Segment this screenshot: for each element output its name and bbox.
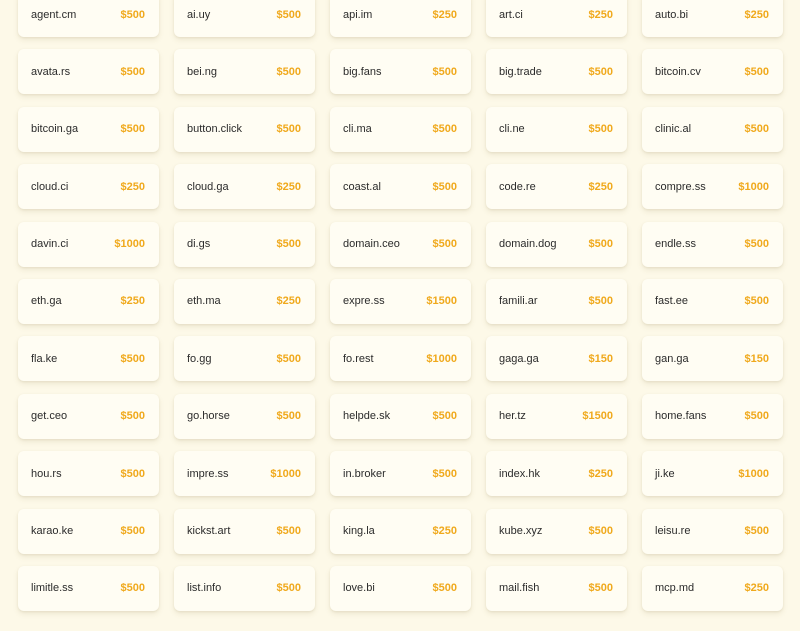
domain-price: $500: [276, 352, 301, 365]
domain-price: $250: [432, 8, 457, 21]
domain-price: $1000: [270, 467, 301, 480]
domain-card[interactable]: [330, 0, 471, 37]
domain-card[interactable]: [18, 0, 159, 37]
domain-card[interactable]: [642, 49, 783, 94]
domain-price: $500: [744, 410, 769, 423]
domain-card[interactable]: [174, 509, 315, 554]
domain-price: $500: [276, 123, 301, 136]
domain-card[interactable]: [174, 566, 315, 611]
domain-card[interactable]: [642, 451, 783, 496]
domain-name: cli.ma: [343, 123, 372, 136]
domain-name: ji.ke: [655, 467, 675, 480]
domain-name: ai.uy: [187, 8, 211, 21]
domain-card[interactable]: [642, 164, 783, 209]
domain-name: gaga.ga: [499, 352, 539, 365]
domain-card[interactable]: [486, 336, 627, 381]
domain-card[interactable]: [18, 107, 159, 152]
domain-name: limitle.ss: [31, 582, 74, 595]
domain-price: $500: [120, 582, 145, 595]
domain-name: davin.ci: [31, 238, 69, 251]
domain-price: $500: [744, 295, 769, 308]
domain-name: fast.ee: [655, 295, 689, 308]
domain-name: go.horse: [187, 410, 230, 423]
domain-name: helpde.sk: [343, 410, 391, 423]
domain-name: hou.rs: [31, 467, 62, 480]
domain-price: $500: [744, 65, 769, 78]
domain-name: eth.ga: [31, 295, 62, 308]
domain-price: $500: [744, 525, 769, 538]
domain-card[interactable]: [18, 164, 159, 209]
domain-name: button.click: [187, 123, 243, 136]
domain-price: $500: [588, 295, 613, 308]
domain-name: big.fans: [343, 65, 382, 78]
domain-card[interactable]: [174, 222, 315, 267]
domain-card[interactable]: [642, 0, 783, 37]
domain-name: cloud.ga: [187, 180, 229, 193]
domain-price: $500: [432, 180, 457, 193]
domain-name: kickst.art: [187, 525, 231, 538]
domain-price: $1000: [738, 180, 769, 193]
domain-card[interactable]: [174, 336, 315, 381]
domain-price: $500: [432, 123, 457, 136]
domain-name: love.bi: [343, 582, 375, 595]
domain-card[interactable]: [18, 509, 159, 554]
domain-price: $250: [432, 525, 457, 538]
domain-name: list.info: [187, 582, 222, 595]
domain-name: api.im: [343, 8, 373, 21]
domain-name: bitcoin.ga: [31, 123, 79, 136]
domain-price: $250: [588, 180, 613, 193]
domain-card[interactable]: [330, 509, 471, 554]
domain-price: $250: [588, 8, 613, 21]
domain-card[interactable]: [486, 566, 627, 611]
domain-name: king.la: [343, 525, 375, 538]
domain-name: art.ci: [499, 8, 523, 21]
domain-name: mcp.md: [655, 582, 695, 595]
domain-price: $250: [744, 582, 769, 595]
domain-name: cli.ne: [499, 123, 525, 136]
domain-price: $150: [744, 352, 769, 365]
domain-price: $1000: [426, 352, 457, 365]
domain-name: code.re: [499, 180, 536, 193]
domain-name: expre.ss: [343, 295, 385, 308]
domain-card[interactable]: [330, 222, 471, 267]
domain-name: agent.cm: [31, 8, 77, 21]
domain-name: domain.ceo: [343, 238, 400, 251]
domain-price: $500: [432, 582, 457, 595]
domain-card[interactable]: [330, 49, 471, 94]
domain-name: compre.ss: [655, 180, 706, 193]
domain-card[interactable]: [642, 107, 783, 152]
domain-price: $500: [120, 410, 145, 423]
domain-name: coast.al: [343, 180, 381, 193]
domain-card[interactable]: [330, 164, 471, 209]
domain-card[interactable]: [330, 336, 471, 381]
domain-card[interactable]: [330, 566, 471, 611]
domain-name: home.fans: [655, 410, 707, 423]
domain-card[interactable]: [18, 279, 159, 324]
domain-card[interactable]: [486, 164, 627, 209]
domain-name: fo.rest: [343, 352, 374, 365]
domain-card[interactable]: [330, 107, 471, 152]
domain-card[interactable]: [18, 222, 159, 267]
domain-price: $500: [588, 582, 613, 595]
domain-card[interactable]: [174, 0, 315, 37]
domain-name: auto.bi: [655, 8, 689, 21]
domain-card[interactable]: [174, 164, 315, 209]
domain-price: $500: [120, 352, 145, 365]
domain-name: gan.ga: [655, 352, 689, 365]
domain-name: domain.dog: [499, 238, 557, 251]
domain-card[interactable]: [174, 107, 315, 152]
domain-card[interactable]: [642, 394, 783, 439]
domain-price: $500: [588, 65, 613, 78]
domain-name: cloud.ci: [31, 180, 69, 193]
domain-card[interactable]: [18, 49, 159, 94]
domain-name: mail.fish: [499, 582, 540, 595]
domain-card[interactable]: [486, 49, 627, 94]
domain-card[interactable]: [486, 394, 627, 439]
domain-card[interactable]: [330, 451, 471, 496]
domain-name: in.broker: [343, 467, 386, 480]
domain-card[interactable]: [486, 107, 627, 152]
domain-name: her.tz: [499, 410, 526, 423]
domain-price: $500: [588, 525, 613, 538]
domain-name: big.trade: [499, 65, 542, 78]
domain-card[interactable]: [486, 222, 627, 267]
domain-name: impre.ss: [187, 467, 229, 480]
domain-name: bei.ng: [187, 65, 217, 78]
domain-name: avata.rs: [31, 65, 71, 78]
domain-price: $500: [120, 65, 145, 78]
domain-card[interactable]: [642, 222, 783, 267]
domain-price: $500: [276, 65, 301, 78]
domain-name: clinic.al: [655, 123, 692, 136]
domain-card[interactable]: [642, 509, 783, 554]
domain-price: $500: [432, 410, 457, 423]
domain-card[interactable]: [174, 49, 315, 94]
domain-name: famili.ar: [499, 295, 538, 308]
domain-name: bitcoin.cv: [655, 65, 701, 78]
domain-card[interactable]: [486, 451, 627, 496]
domain-card[interactable]: [18, 566, 159, 611]
domain-price: $500: [120, 8, 145, 21]
domain-card[interactable]: [642, 279, 783, 324]
domain-price: $500: [588, 123, 613, 136]
domain-name: di.gs: [187, 238, 211, 251]
domain-price: $500: [432, 65, 457, 78]
domain-name: fo.gg: [187, 352, 212, 365]
domain-price: $1000: [738, 467, 769, 480]
domain-card[interactable]: [486, 279, 627, 324]
domain-price: $500: [276, 410, 301, 423]
domain-name: kube.xyz: [499, 525, 543, 538]
domain-price: $500: [120, 467, 145, 480]
domain-card[interactable]: [174, 451, 315, 496]
domain-grid: [18, 0, 783, 611]
domain-price: $1000: [114, 238, 145, 251]
domain-price: $250: [120, 295, 145, 308]
domain-price: $500: [432, 238, 457, 251]
domain-price: $500: [744, 123, 769, 136]
domain-price: $500: [120, 123, 145, 136]
domain-card[interactable]: [642, 336, 783, 381]
domain-card[interactable]: [18, 451, 159, 496]
domain-price: $250: [744, 8, 769, 21]
domain-card[interactable]: [486, 509, 627, 554]
domain-price: $500: [276, 8, 301, 21]
domain-card[interactable]: [642, 566, 783, 611]
domain-name: eth.ma: [187, 295, 221, 308]
domain-price: $1500: [582, 410, 613, 423]
domain-price: $150: [588, 352, 613, 365]
domain-card[interactable]: [174, 394, 315, 439]
domain-price: $500: [276, 525, 301, 538]
domain-price: $250: [120, 180, 145, 193]
domain-price: $500: [744, 238, 769, 251]
domain-name: leisu.re: [655, 525, 691, 538]
domain-card[interactable]: [486, 0, 627, 37]
domain-price: $500: [276, 238, 301, 251]
domain-price: $500: [432, 467, 457, 480]
domain-price: $500: [588, 238, 613, 251]
domain-price: $250: [276, 180, 301, 193]
domain-price: $1500: [426, 295, 457, 308]
domain-name: karao.ke: [31, 525, 74, 538]
domain-card[interactable]: [330, 394, 471, 439]
domain-card[interactable]: [330, 279, 471, 324]
domain-name: index.hk: [499, 467, 540, 480]
domain-price: $500: [276, 582, 301, 595]
domain-price: $250: [276, 295, 301, 308]
domain-name: fla.ke: [31, 352, 58, 365]
domain-card[interactable]: [174, 279, 315, 324]
domain-price: $500: [120, 525, 145, 538]
domain-price: $250: [588, 467, 613, 480]
domain-card[interactable]: [18, 394, 159, 439]
domain-name: endle.ss: [655, 238, 696, 251]
domain-name: get.ceo: [31, 410, 68, 423]
domain-card[interactable]: [18, 336, 159, 381]
